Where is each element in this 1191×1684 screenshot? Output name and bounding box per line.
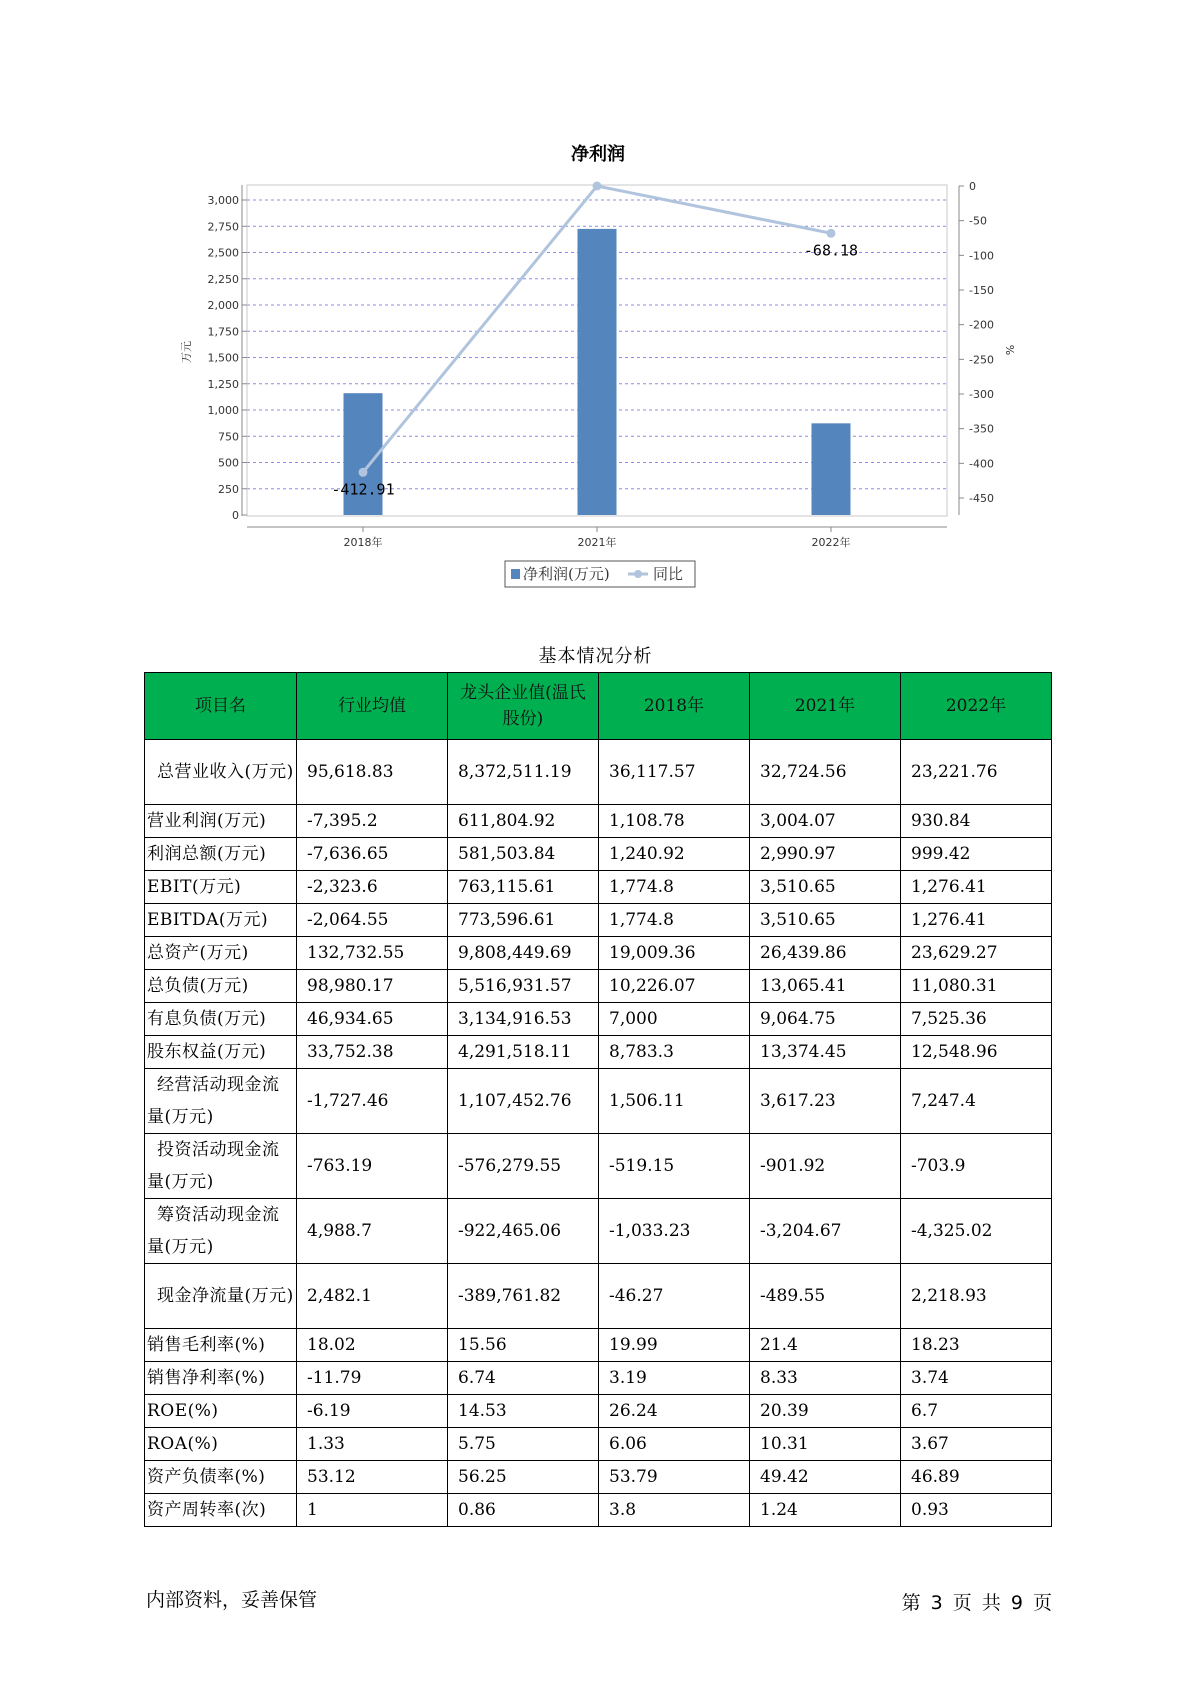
table-row — [145, 1264, 1052, 1329]
table-cell: -901.92 — [750, 1134, 901, 1199]
table-cell: 1,774.8 — [599, 904, 750, 937]
table-cell: 5,516,931.57 — [448, 970, 599, 1003]
table-cell: 11,080.31 — [901, 970, 1052, 1003]
table-cell: 6.06 — [599, 1428, 750, 1461]
table-cell: 13,065.41 — [750, 970, 901, 1003]
table-cell: 132,732.55 — [297, 937, 448, 970]
table-cell: -763.19 — [297, 1134, 448, 1199]
row-label-cell: 销售净利率(%) — [145, 1362, 297, 1395]
table-cell: 8,372,511.19 — [448, 740, 599, 805]
chart-bars — [344, 229, 851, 515]
table-cell: 8.33 — [750, 1362, 901, 1395]
table-cell: 1.24 — [750, 1494, 901, 1527]
table-cell: 6.74 — [448, 1362, 599, 1395]
table-row — [145, 1199, 1052, 1264]
table-row — [145, 1036, 1052, 1069]
table-cell: -576,279.55 — [448, 1134, 599, 1199]
row-label-cell: ROE(%) — [145, 1395, 297, 1428]
table-row — [145, 1329, 1052, 1362]
table-cell: 32,724.56 — [750, 740, 901, 805]
y-tick-label: 1,000 — [207, 404, 239, 417]
table-cell: 14.53 — [448, 1395, 599, 1428]
table-cell: 8,783.3 — [599, 1036, 750, 1069]
table-cell: 36,117.57 — [599, 740, 750, 805]
table-cell: 2,482.1 — [297, 1264, 448, 1329]
table-cell: 9,808,449.69 — [448, 937, 599, 970]
table-cell: 4,291,518.11 — [448, 1036, 599, 1069]
y2-tick-label: -200 — [969, 318, 994, 332]
table-cell: 15.56 — [448, 1329, 599, 1362]
table-cell: -4,325.02 — [901, 1199, 1052, 1264]
table-cell: 930.84 — [901, 805, 1052, 838]
header-item-name: 项目名 — [145, 673, 297, 740]
y-tick-label: 0 — [232, 509, 239, 522]
table-cell: -7,395.2 — [297, 805, 448, 838]
table-row — [145, 1395, 1052, 1428]
table-cell: 2,218.93 — [901, 1264, 1052, 1329]
table-cell: 23,629.27 — [901, 937, 1052, 970]
x-tick-label: 2018年 — [343, 536, 383, 549]
table-cell: 18.02 — [297, 1329, 448, 1362]
table-cell: 1.33 — [297, 1428, 448, 1461]
table-cell: -11.79 — [297, 1362, 448, 1395]
bar-net-profit — [812, 423, 851, 515]
table-cell: 46,934.65 — [297, 1003, 448, 1036]
y2-tick-label: -150 — [969, 284, 994, 297]
table-row — [145, 1003, 1052, 1036]
table-cell: 7,247.4 — [901, 1069, 1052, 1134]
row-label-cell: 投资活动现金流量(万元) — [145, 1134, 297, 1199]
y2-tick-label: -50 — [969, 214, 987, 228]
table-cell: -519.15 — [599, 1134, 750, 1199]
y-tick-label: 250 — [218, 482, 239, 496]
y-tick-label: 2,250 — [207, 272, 239, 286]
table-cell: 56.25 — [448, 1461, 599, 1494]
row-label-cell: 营业利润(万元) — [145, 805, 297, 838]
y-tick-label: 3,000 — [207, 194, 239, 207]
header-2022: 2022年 — [901, 673, 1052, 740]
y-tick-label: 2,500 — [207, 246, 239, 260]
row-label-cell: 现金净流量(万元) — [145, 1264, 297, 1329]
legend-swatch-point — [634, 570, 642, 578]
y2-axis-label: % — [1003, 344, 1016, 356]
yoy-data-label: -412.91 — [331, 480, 395, 499]
table-cell: 98,980.17 — [297, 970, 448, 1003]
table-row — [145, 1362, 1052, 1395]
table-row — [145, 904, 1052, 937]
chart-legend — [505, 561, 695, 587]
table-cell: -1,727.46 — [297, 1069, 448, 1134]
table-cell: 1,107,452.76 — [448, 1069, 599, 1134]
yoy-point — [593, 182, 602, 191]
table-cell: 23,221.76 — [901, 740, 1052, 805]
y-tick-label: 1,500 — [207, 351, 239, 365]
table-cell: -389,761.82 — [448, 1264, 599, 1329]
table-cell: 3,134,916.53 — [448, 1003, 599, 1036]
chart-title: 净利润 — [571, 144, 625, 165]
net-profit-chart — [0, 0, 1191, 620]
y2-tick-label: -400 — [969, 457, 994, 471]
table-cell: -46.27 — [599, 1264, 750, 1329]
table-header-row — [145, 673, 1052, 740]
table-cell: 3.8 — [599, 1494, 750, 1527]
table-cell: 3,004.07 — [750, 805, 901, 838]
table-cell: 7,525.36 — [901, 1003, 1052, 1036]
table-cell: 53.12 — [297, 1461, 448, 1494]
yoy-data-label: -68.18 — [803, 241, 859, 260]
legend-label-yoy: 同比 — [653, 565, 684, 583]
y2-tick-label: -250 — [969, 353, 994, 367]
y2-tick-label: -300 — [969, 388, 994, 401]
yoy-point — [827, 229, 836, 238]
row-label-cell: 总资产(万元) — [145, 937, 297, 970]
table-row — [145, 970, 1052, 1003]
row-label-cell: EBITDA(万元) — [145, 904, 297, 937]
y-tick-label: 1,250 — [207, 377, 239, 391]
row-label-cell: 筹资活动现金流量(万元) — [145, 1199, 297, 1264]
table-row — [145, 838, 1052, 871]
y-axis-label: 万元 — [180, 341, 193, 363]
table-cell: -703.9 — [901, 1134, 1052, 1199]
table-cell: -2,064.55 — [297, 904, 448, 937]
bar-net-profit — [578, 229, 617, 515]
table-cell: 12,548.96 — [901, 1036, 1052, 1069]
header-leading-company: 龙头企业值(温氏股份) — [448, 673, 599, 740]
table-row — [145, 1069, 1052, 1134]
table-row — [145, 937, 1052, 970]
table-cell: 1,276.41 — [901, 904, 1052, 937]
row-label-cell: 资产周转率(次) — [145, 1494, 297, 1527]
basic-analysis-table — [144, 672, 1052, 1527]
table-cell: 2,990.97 — [750, 838, 901, 871]
y2-tick-label: -100 — [969, 249, 994, 263]
row-label-cell: 销售毛利率(%) — [145, 1329, 297, 1362]
table-cell: 6.7 — [901, 1395, 1052, 1428]
table-cell: 4,988.7 — [297, 1199, 448, 1264]
table-cell: 7,000 — [599, 1003, 750, 1036]
table-cell: 3.67 — [901, 1428, 1052, 1461]
table-cell: 33,752.38 — [297, 1036, 448, 1069]
row-label-cell: 利润总额(万元) — [145, 838, 297, 871]
table-cell: 26,439.86 — [750, 937, 901, 970]
y-tick-label: 500 — [218, 456, 239, 470]
y2-tick-label: -350 — [969, 422, 994, 436]
table-cell: 611,804.92 — [448, 805, 599, 838]
table-cell: 49.42 — [750, 1461, 901, 1494]
y2-tick-label: -450 — [969, 492, 994, 505]
table-row — [145, 1428, 1052, 1461]
table-cell: -2,323.6 — [297, 871, 448, 904]
table-cell: 5.75 — [448, 1428, 599, 1461]
table-cell: 1 — [297, 1494, 448, 1527]
table-cell: -489.55 — [750, 1264, 901, 1329]
table-cell: 581,503.84 — [448, 838, 599, 871]
row-label-cell: 经营活动现金流量(万元) — [145, 1069, 297, 1134]
row-label-cell: ROA(%) — [145, 1428, 297, 1461]
legend-label-net-profit: 净利润(万元) — [523, 565, 610, 583]
table-cell: 999.42 — [901, 838, 1052, 871]
table-row — [145, 740, 1052, 805]
table-body — [145, 740, 1052, 1527]
x-tick-label: 2022年 — [811, 536, 851, 549]
table-row — [145, 1134, 1052, 1199]
table-cell: 10,226.07 — [599, 970, 750, 1003]
footer-confidential-note: 内部资料，妥善保管 — [146, 1589, 318, 1611]
row-label-cell: 总负债(万元) — [145, 970, 297, 1003]
footer-page-number: 第 3 页 共 9 页 — [901, 1592, 1052, 1614]
y-tick-label: 2,750 — [207, 220, 239, 234]
table-cell: 3.74 — [901, 1362, 1052, 1395]
table-row — [145, 871, 1052, 904]
table-cell: 1,506.11 — [599, 1069, 750, 1134]
y-tick-label: 1,750 — [207, 325, 239, 339]
row-label-cell: EBIT(万元) — [145, 871, 297, 904]
table-cell: 46.89 — [901, 1461, 1052, 1494]
table-cell: 19.99 — [599, 1329, 750, 1362]
table-cell: 1,774.8 — [599, 871, 750, 904]
table-cell: 10.31 — [750, 1428, 901, 1461]
table-cell: 9,064.75 — [750, 1003, 901, 1036]
header-2018: 2018年 — [599, 673, 750, 740]
y-tick-label: 750 — [218, 430, 239, 444]
table-row — [145, 805, 1052, 838]
x-tick-label: 2021年 — [577, 536, 617, 549]
row-label-cell: 资产负债率(%) — [145, 1461, 297, 1494]
table-cell: 19,009.36 — [599, 937, 750, 970]
table-cell: 3,510.65 — [750, 871, 901, 904]
table-row — [145, 1494, 1052, 1527]
table-cell: -6.19 — [297, 1395, 448, 1428]
table-cell: -922,465.06 — [448, 1199, 599, 1264]
table-cell: 1,240.92 — [599, 838, 750, 871]
table-cell: 18.23 — [901, 1329, 1052, 1362]
table-cell: -1,033.23 — [599, 1199, 750, 1264]
header-2021: 2021年 — [750, 673, 901, 740]
table-cell: -7,636.65 — [297, 838, 448, 871]
table-cell: -3,204.67 — [750, 1199, 901, 1264]
table-cell: 0.86 — [448, 1494, 599, 1527]
table-cell: 763,115.61 — [448, 871, 599, 904]
header-industry-average: 行业均值 — [297, 673, 448, 740]
table-cell: 53.79 — [599, 1461, 750, 1494]
row-label-cell: 总营业收入(万元) — [145, 740, 297, 805]
table-row — [145, 1461, 1052, 1494]
table-cell: 3,617.23 — [750, 1069, 901, 1134]
table-cell: 0.93 — [901, 1494, 1052, 1527]
table-cell: 13,374.45 — [750, 1036, 901, 1069]
table-cell: 1,276.41 — [901, 871, 1052, 904]
row-label-cell: 有息负债(万元) — [145, 1003, 297, 1036]
table-caption: 基本情况分析 — [538, 646, 653, 667]
table-cell: 1,108.78 — [599, 805, 750, 838]
row-label-cell: 股东权益(万元) — [145, 1036, 297, 1069]
table-cell: 95,618.83 — [297, 740, 448, 805]
table-cell: 3,510.65 — [750, 904, 901, 937]
y2-tick-label: 0 — [969, 180, 976, 193]
table-cell: 26.24 — [599, 1395, 750, 1428]
y-tick-label: 2,000 — [207, 299, 239, 312]
table-cell: 773,596.61 — [448, 904, 599, 937]
legend-swatch-bar — [511, 569, 520, 579]
yoy-point — [359, 468, 368, 477]
table-cell: 21.4 — [750, 1329, 901, 1362]
table-cell: 3.19 — [599, 1362, 750, 1395]
table-cell: 20.39 — [750, 1395, 901, 1428]
